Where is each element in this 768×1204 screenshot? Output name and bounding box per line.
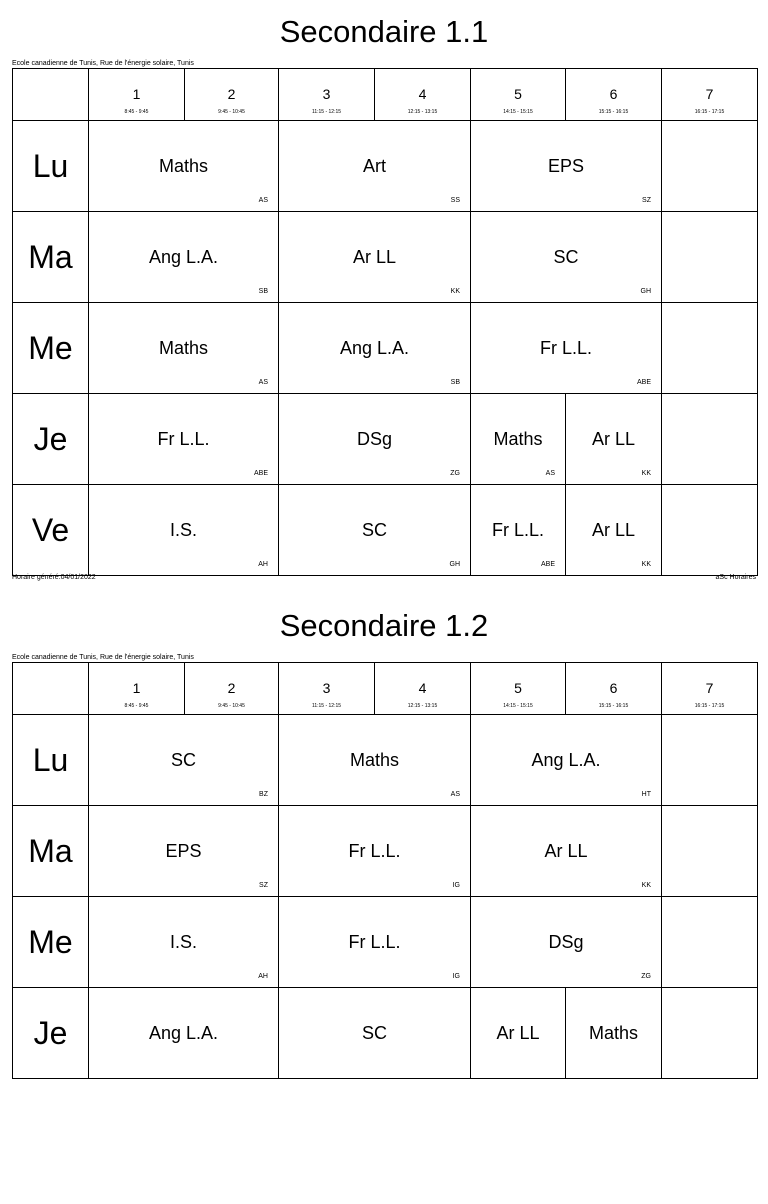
lesson-cell (88, 211, 279, 303)
lesson-cell (565, 484, 662, 576)
lesson-subject: Maths (493, 429, 543, 449)
lesson-cell (88, 393, 279, 485)
day-cell (12, 714, 89, 806)
lesson-cell (278, 302, 471, 394)
lesson-teacher: BZ (259, 791, 268, 798)
period-header (278, 662, 375, 715)
lesson-teacher: GH (449, 561, 460, 568)
lesson-teacher: SZ (259, 882, 268, 889)
lesson-subject: I.S. (169, 932, 197, 952)
lesson-cell (470, 120, 662, 212)
lesson-teacher: ABE (636, 379, 651, 386)
lesson-cell (278, 393, 471, 485)
period-header (88, 662, 185, 715)
period-header (661, 662, 758, 715)
lesson-subject: Art (362, 156, 386, 176)
lesson-cell (470, 393, 566, 485)
period-number: 2 (227, 680, 236, 696)
lesson-cell (278, 120, 471, 212)
lesson-cell (565, 393, 662, 485)
period-number: 5 (514, 680, 522, 696)
day-label: Me (28, 330, 73, 366)
lesson-cell (88, 302, 279, 394)
lesson-subject: Ang L.A. (531, 750, 601, 770)
lesson-subject: Ar LL (591, 429, 636, 449)
day-label: Je (33, 1015, 68, 1051)
lesson-teacher: AS (450, 791, 460, 798)
lesson-cell (88, 987, 279, 1079)
lesson-subject: Maths (588, 1023, 639, 1043)
day-label: Ma (28, 833, 73, 869)
period-header (374, 662, 471, 715)
day-label: Ma (28, 239, 73, 275)
period-header (470, 662, 566, 715)
lesson-subject: SC (361, 520, 387, 540)
period-number: 1 (132, 680, 141, 696)
day-label: Lu (32, 742, 69, 778)
day-cell (12, 211, 89, 303)
empty-cell (661, 302, 758, 394)
empty-cell (661, 714, 758, 806)
period-number: 5 (514, 86, 522, 102)
period-number: 6 (609, 680, 618, 696)
period-number: 1 (132, 86, 141, 102)
day-cell (12, 302, 89, 394)
day-cell (12, 393, 89, 485)
lesson-cell (278, 714, 471, 806)
period-time: 9:45 - 10:45 (218, 109, 245, 115)
lesson-subject: Ang L.A. (339, 338, 410, 358)
timetable (0, 604, 768, 1204)
period-number: 7 (705, 86, 714, 102)
period-header (184, 662, 279, 715)
timetable-title: Secondaire 1.2 (279, 608, 489, 643)
day-label: Je (33, 421, 68, 457)
lesson-subject: Maths (158, 156, 209, 176)
period-time: 9:45 - 10:45 (218, 703, 245, 709)
lesson-cell (470, 484, 566, 576)
period-number: 4 (418, 86, 427, 102)
lesson-teacher: IG (452, 882, 460, 889)
empty-cell (661, 393, 758, 485)
lesson-cell (278, 987, 471, 1079)
lesson-subject: Ar LL (591, 520, 636, 540)
period-time: 12:15 - 13:15 (407, 703, 438, 709)
lesson-subject: Ar LL (496, 1023, 540, 1043)
lesson-subject: DSg (356, 429, 392, 449)
period-number: 7 (705, 680, 714, 696)
lesson-teacher: SB (450, 379, 460, 386)
lesson-teacher: SB (258, 288, 268, 295)
lesson-cell (470, 211, 662, 303)
lesson-teacher: IG (452, 973, 460, 980)
lesson-subject: Fr L.L. (539, 338, 592, 358)
lesson-cell (470, 714, 662, 806)
software-credit: aSc Horaires (715, 574, 756, 581)
lesson-subject: I.S. (169, 520, 197, 540)
lesson-teacher: ZG (450, 470, 460, 477)
period-time: 16:15 - 17:15 (694, 109, 725, 115)
day-label: Lu (32, 148, 69, 184)
lesson-teacher: HT (641, 791, 651, 798)
lesson-cell (88, 120, 279, 212)
lesson-subject: Fr L.L. (348, 932, 401, 952)
period-number: 3 (322, 86, 331, 102)
lesson-subject: Maths (349, 750, 400, 770)
empty-cell (661, 896, 758, 988)
lesson-cell (88, 714, 279, 806)
lesson-cell (88, 805, 279, 897)
day-cell (12, 896, 89, 988)
lesson-subject: Fr L.L. (348, 841, 401, 861)
period-time: 14:15 - 15:15 (503, 109, 533, 115)
lesson-subject: Maths (158, 338, 209, 358)
period-time: 12:15 - 13:15 (407, 109, 438, 115)
day-label: Ve (31, 512, 70, 548)
period-time: 15:15 - 16:15 (598, 703, 629, 709)
day-cell (12, 805, 89, 897)
empty-cell (661, 211, 758, 303)
generated-date: Horaire généré:04/01/2022 (12, 574, 96, 581)
period-time: 11:15 - 12:15 (311, 109, 342, 115)
lesson-subject: Ar LL (544, 841, 588, 861)
lesson-teacher: SS (450, 197, 460, 204)
schedule-grid (12, 662, 757, 1169)
empty-cell (661, 805, 758, 897)
period-header (565, 68, 662, 121)
corner-cell (12, 662, 89, 715)
lesson-subject: EPS (165, 841, 202, 861)
corner-cell (12, 68, 89, 121)
timetable (0, 10, 768, 610)
period-time: 15:15 - 16:15 (598, 109, 629, 115)
lesson-cell (278, 805, 471, 897)
period-number: 4 (418, 680, 427, 696)
schedule-grid (12, 68, 757, 575)
lesson-subject: Ar LL (352, 247, 397, 267)
timetable-title: Secondaire 1.1 (279, 14, 489, 49)
day-cell (12, 120, 89, 212)
period-time: 8:45 - 9:45 (124, 109, 149, 115)
lesson-teacher: ZG (641, 973, 651, 980)
school-name: Ecole canadienne de Tunis, Rue de l'énergie solaire, Tunis (12, 60, 194, 67)
empty-cell (661, 987, 758, 1079)
lesson-teacher: AH (258, 973, 268, 980)
period-header (470, 68, 566, 121)
lesson-teacher: ABE (540, 561, 555, 568)
lesson-teacher: AH (258, 561, 268, 568)
lesson-teacher: KK (641, 561, 651, 568)
lesson-subject: DSg (548, 932, 584, 952)
lesson-teacher: KK (450, 288, 460, 295)
lesson-subject: Fr L.L. (157, 429, 210, 449)
lesson-cell (470, 805, 662, 897)
period-number: 3 (322, 680, 331, 696)
period-number: 2 (227, 86, 236, 102)
lesson-subject: EPS (547, 156, 585, 176)
period-time: 11:15 - 12:15 (311, 703, 342, 709)
lesson-cell (470, 987, 566, 1079)
lesson-teacher: AS (545, 470, 555, 477)
lesson-cell (278, 484, 471, 576)
period-header (374, 68, 471, 121)
period-number: 6 (609, 86, 618, 102)
period-header (661, 68, 758, 121)
lesson-teacher: ABE (253, 470, 268, 477)
school-name: Ecole canadienne de Tunis, Rue de l'énergie solaire, Tunis (12, 654, 194, 661)
lesson-teacher: AS (258, 197, 268, 204)
lesson-cell (470, 302, 662, 394)
lesson-subject: SC (553, 247, 579, 267)
lesson-teacher: KK (641, 882, 651, 889)
lesson-cell (88, 484, 279, 576)
day-cell (12, 484, 89, 576)
empty-cell (661, 120, 758, 212)
period-time: 8:45 - 9:45 (124, 703, 149, 709)
empty-cell (661, 484, 758, 576)
period-header (565, 662, 662, 715)
lesson-cell (470, 896, 662, 988)
period-header (278, 68, 375, 121)
lesson-cell (88, 896, 279, 988)
lesson-cell (565, 987, 662, 1079)
period-header (88, 68, 185, 121)
lesson-cell (278, 896, 471, 988)
day-label: Me (28, 924, 73, 960)
lesson-cell (278, 211, 471, 303)
lesson-subject: Ang L.A. (148, 247, 219, 267)
period-time: 16:15 - 17:15 (694, 703, 725, 709)
day-cell (12, 987, 89, 1079)
lesson-teacher: AS (258, 379, 268, 386)
lesson-subject: SC (170, 750, 196, 770)
lesson-subject: Ang L.A. (148, 1023, 219, 1043)
lesson-subject: SC (361, 1023, 387, 1043)
lesson-subject: Fr L.L. (491, 520, 544, 540)
lesson-teacher: KK (641, 470, 651, 477)
lesson-teacher: GH (640, 288, 651, 295)
period-time: 14:15 - 15:15 (503, 703, 533, 709)
lesson-teacher: SZ (642, 197, 651, 204)
period-header (184, 68, 279, 121)
